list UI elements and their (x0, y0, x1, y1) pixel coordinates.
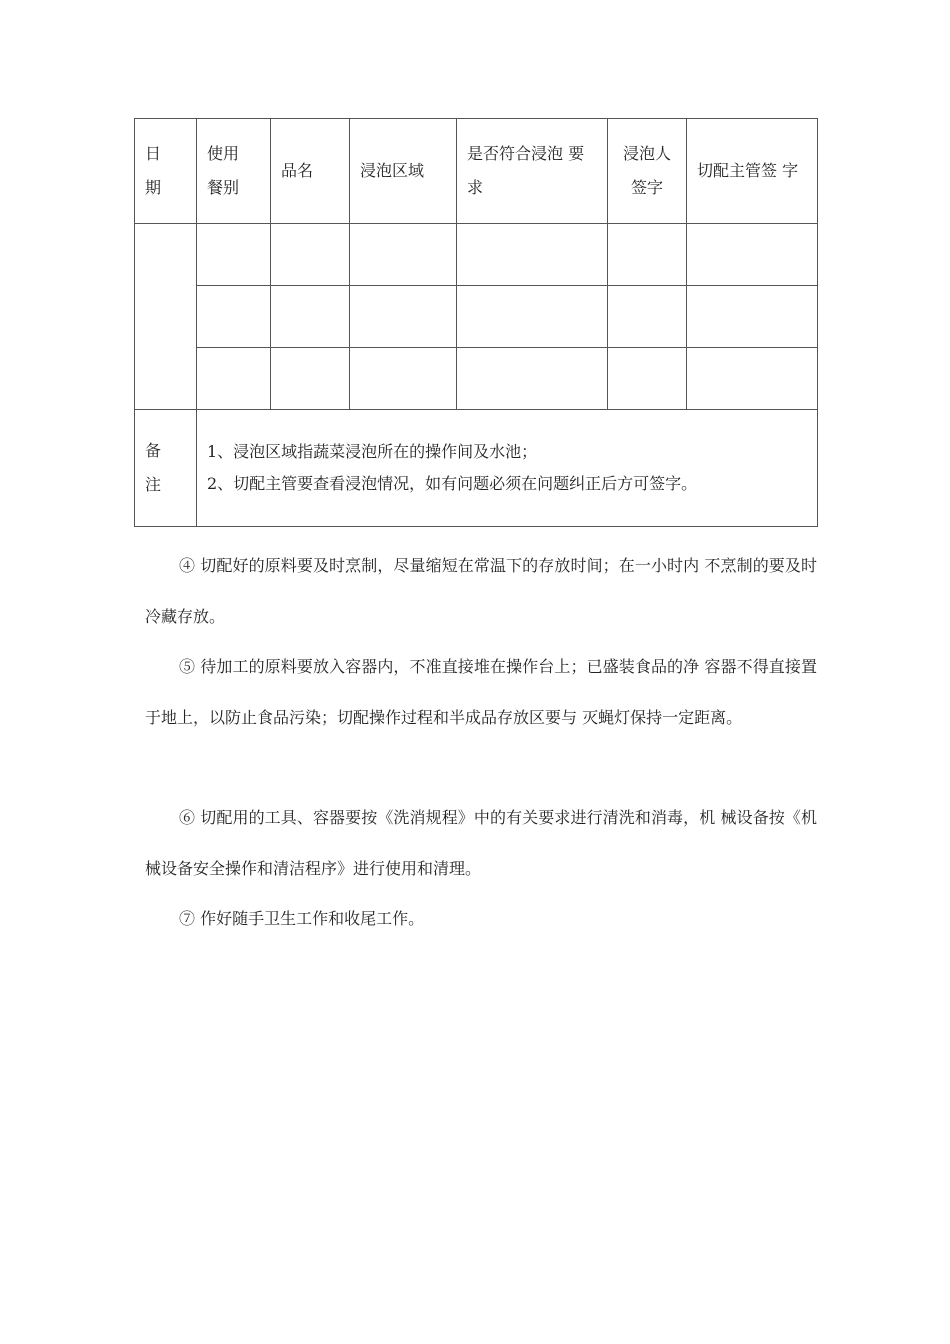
header-meal: 使用 餐别 (197, 119, 271, 224)
header-date: 日 期 (135, 119, 197, 224)
notes-row (135, 410, 818, 527)
header-soaker-signature: 浸泡人 签字 (608, 119, 687, 224)
table-cell (608, 224, 687, 286)
table-cell (608, 348, 687, 410)
table-cell (271, 286, 350, 348)
table-cell (271, 224, 350, 286)
table-cell (197, 348, 271, 410)
table-row (135, 224, 818, 286)
paragraph-step-5: ⑤ 待加工的原料要放入容器内，不准直接堆在操作台上；已盛装食品的净 容器不得直接置于地上，以防止食品污染；切配操作过程和半成品存放区要与 灭蝇灯保持一定距离。 (145, 657, 817, 727)
table-cell (608, 286, 687, 348)
header-compliance: 是否符合浸泡 要 求 (457, 119, 608, 224)
header-area: 浸泡区域 (350, 119, 457, 224)
paragraph-step-7: ⑦ 作好随手卫生工作和收尾工作。 (179, 909, 425, 928)
table-cell (687, 286, 818, 348)
table-cell (271, 348, 350, 410)
table-row (135, 286, 818, 348)
paragraph-step-4: ④ 切配好的原料要及时烹制，尽量缩短在常温下的存放时间；在一小时内 不烹制的要及时冷藏存放。 (145, 556, 817, 626)
note-line: 2、切配主管要查看浸泡情况，如有问题必须在问题纠正后方可签字。 (207, 474, 698, 493)
paragraph-step-6: ⑥ 切配用的工具、容器要按《洗消规程》中的有关要求进行清洗和消毒，机 械设备按《机械设备安全操作和清洁程序》进行使用和清理。 (145, 808, 817, 878)
notes-content (197, 410, 818, 527)
table-cell (687, 224, 818, 286)
table-cell (350, 224, 457, 286)
soaking-log-table (134, 118, 818, 527)
date-cell (135, 224, 197, 410)
note-line: 1、浸泡区域指蔬菜浸泡所在的操作间及水池； (207, 442, 538, 461)
table-cell (457, 348, 608, 410)
header-item: 品名 (271, 119, 350, 224)
header-supervisor-signature: 切配主管签 字 (687, 119, 818, 224)
table-cell (457, 224, 608, 286)
table-header-row (135, 119, 818, 224)
table-cell (457, 286, 608, 348)
table-cell (350, 348, 457, 410)
table-cell (197, 286, 271, 348)
table-cell (350, 286, 457, 348)
table-cell (197, 224, 271, 286)
notes-label: 备 注 (135, 410, 197, 527)
table-cell (687, 348, 818, 410)
table-row (135, 348, 818, 410)
